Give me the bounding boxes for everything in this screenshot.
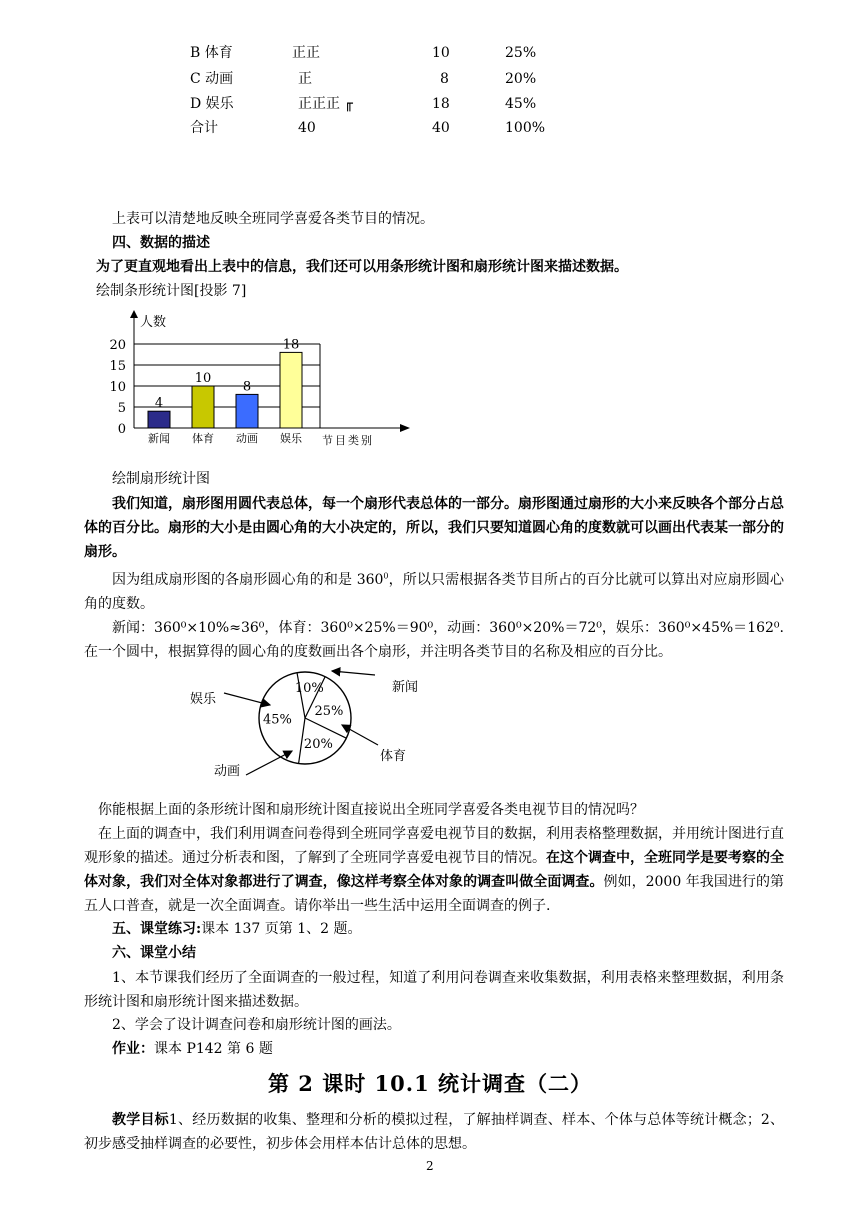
goal-label: 教学目标 — [112, 1112, 169, 1128]
y-tick-label: 5 — [117, 401, 126, 416]
data-label: 10 — [194, 371, 212, 386]
cell-category: B 体育 — [190, 45, 233, 61]
x-tick-label: 动画 — [236, 432, 258, 445]
paragraph — [112, 1040, 273, 1058]
y-tick-label: 0 — [117, 422, 126, 437]
paragraph — [84, 822, 784, 918]
paragraph: 1、本节课我们经历了全面调查的一般过程，知道了利用问卷调查来收集数据，利用表格来整理数据，利用条形统计图和扇形统计图来描述数据。 — [84, 970, 784, 1010]
category-label: 体育 — [380, 749, 407, 764]
cell-percent: 20% — [505, 71, 537, 87]
cell-tally: 40 — [298, 120, 316, 136]
degree-mark: 0 — [383, 571, 389, 581]
paragraph: 我们知道，扇形图用圆代表总体，每一个扇形代表总体的一部分。扇形图通过扇形的大小来反映各个部分占总体的百分比。扇形的大小是由圆心角的大小决定的，所以，我们只要知道圆心角的度数就可以画出代表某一部分的扇形。 — [84, 496, 784, 560]
cell-percent: 100% — [505, 120, 546, 136]
paragraph: 绘制扇形统计图 — [112, 471, 210, 487]
page-title: 第 2 课时 10.1 统计调查（二） — [267, 1071, 592, 1096]
homework-label: 作业： — [112, 1041, 154, 1057]
cell-count: 10 — [432, 45, 450, 61]
bar — [192, 386, 214, 428]
y-tick-label: 20 — [109, 338, 126, 353]
leader-arrow — [332, 671, 375, 675]
text-run: 课本 P142 第 6 题 — [154, 1041, 273, 1057]
text-run: ，所以只需根据各类节目所占的百分比就可以算出对应扇形圆心角的度数。 — [84, 572, 785, 612]
x-axis-label: 节目类别 — [322, 434, 374, 447]
bar-chart — [100, 310, 420, 450]
pie-chart — [180, 663, 440, 793]
slice-label: 20% — [303, 737, 333, 753]
text-run: 在上面的调查中，我们利用调查问卷得到全班同学喜爱电视节目的数据，利用表格整理数据，并用统计图进行直观形象的描述。通过分析表和图，了解到了全班同学喜爱电视节目的情况。 — [84, 826, 784, 866]
text-run: 例如，2000 年我国进行的第五人口普查，就是一次全面调查。请你举出一些生活中运用全面调查的例子. — [84, 874, 784, 914]
x-axis-arrow — [400, 424, 410, 432]
paragraph: 为了更直观地看出上表中的信息，我们还可以用条形统计图和扇形统计图来描述数据。 — [96, 259, 628, 275]
cell-count: 40 — [432, 120, 450, 136]
paragraph — [84, 568, 784, 616]
x-tick-label: 娱乐 — [280, 432, 302, 445]
y-tick-label: 10 — [109, 380, 126, 395]
section-heading: 五、课堂练习: — [112, 921, 202, 937]
cell-tally: 正正 — [292, 45, 320, 61]
cell-percent: 25% — [505, 45, 537, 61]
cell-count: 8 — [440, 71, 449, 87]
cell-category: 合计 — [190, 120, 218, 136]
cell-category: C 动画 — [190, 71, 234, 87]
leader-arrow — [246, 751, 292, 775]
cell-category: D 娱乐 — [190, 96, 234, 112]
text-run: 课本 137 页第 1、2 题。 — [201, 921, 362, 937]
bar — [236, 394, 258, 428]
paragraph: 你能根据上面的条形统计图和扇形统计图直接说出全班同学喜爱各类电视节目的情况吗？ — [98, 802, 644, 818]
category-label: 动画 — [214, 764, 241, 779]
text-run: 1、经历数据的收集、整理和分析的模拟过程，了解抽样调查、样本、个体与总体等统计概念；2、初步感受抽样调查的必要性，初步体会用样本估计总体的思想。 — [84, 1112, 785, 1152]
bar — [148, 411, 170, 428]
x-tick-label: 新闻 — [148, 432, 170, 445]
slice-label: 25% — [314, 703, 344, 719]
text-run: 因为组成扇形图的各扇形圆心角的和是 360 — [112, 572, 384, 588]
bar — [280, 352, 302, 428]
slice-label: 10% — [294, 681, 324, 697]
data-label: 18 — [282, 337, 300, 353]
text-run-bold: 在这个调查中，全班同学是要考察的全体对象，我们对全体对象都进行了调查，像这样考察全体对象的调查叫做全面调查。 — [84, 850, 784, 890]
slice-label: 45% — [262, 712, 292, 728]
paragraph: 新闻：360⁰×10%≈36⁰，体育：360⁰×25%＝90⁰，动画：360⁰×20%＝72⁰，娱乐：360⁰×45%＝162⁰. 在一个圆中，根据算得的圆心角的度数画出各个扇形，并注明各类节目的名称及相应的百分比。 — [84, 620, 784, 660]
paragraph: 2、学会了设计调查问卷和扇形统计图的画法。 — [112, 1017, 401, 1033]
section-heading: 六、课堂小结 — [112, 945, 196, 961]
paragraph — [84, 1108, 784, 1156]
cell-count: 18 — [432, 96, 450, 112]
y-axis-label: 人数 — [140, 315, 167, 330]
paragraph: 上表可以清楚地反映全班同学喜爱各类节目的情况。 — [112, 211, 434, 227]
paragraph — [112, 920, 362, 938]
cell-tally: 正 — [298, 71, 312, 87]
page-number: 2 — [426, 1159, 434, 1173]
y-axis-arrow — [130, 310, 138, 318]
cell-percent: 45% — [505, 96, 537, 112]
x-tick-label: 体育 — [192, 432, 214, 445]
data-label: 8 — [242, 379, 252, 395]
paragraph: 绘制条形统计图[投影 7] — [96, 283, 247, 299]
category-label: 新闻 — [392, 680, 419, 695]
section-heading: 四、数据的描述 — [112, 235, 210, 251]
category-label: 娱乐 — [190, 692, 217, 707]
cell-tally: 正正正 ╓ — [298, 96, 353, 112]
y-tick-label: 15 — [109, 359, 126, 374]
data-label: 4 — [154, 396, 164, 412]
